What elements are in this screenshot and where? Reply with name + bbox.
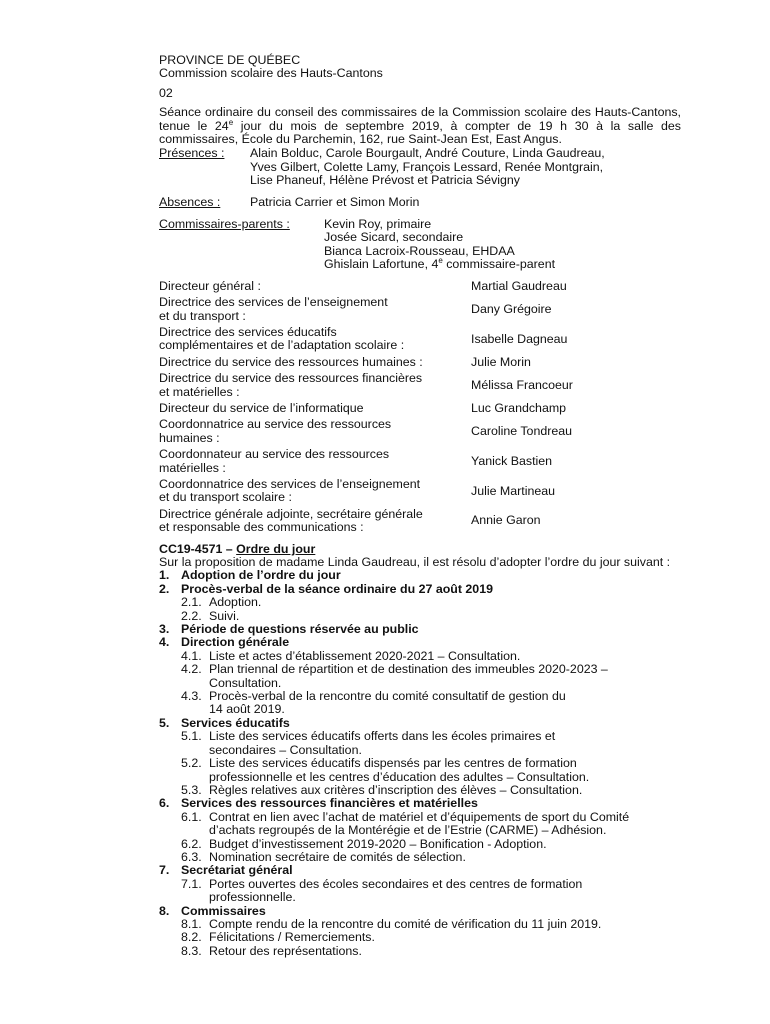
staff-row: Directrice du service des ressources financières et matérielles : Mélissa Francoeur xyxy=(159,371,573,399)
presences-list: Alain Bolduc, Carole Bourgault, André Couture, Linda Gaudreau, Yves Gilbert, Colette Lamy, François Lessard, Renée Montgrain, Lise Phaneuf, Hélène Prévost et Patricia Sévigny xyxy=(250,146,605,188)
agenda-subitem xyxy=(159,851,681,864)
agenda-subitem-number: 7.1. xyxy=(181,876,202,891)
staff-table xyxy=(159,280,681,535)
intro-paragraph: Séance ordinaire du conseil des commissaires de la Commission scolaire des Hauts-Cantons, tenue le 24e jour du mois de septembre 2019, à compter de 19 h 30 à la salle des commissaires, École du Parchemin, 162, rue Saint-Jean Est, East Angus. xyxy=(159,105,681,147)
agenda-subitem-text: Procès-verbal de la rencontre du comité consultatif de gestion du 14 août 2019. xyxy=(209,689,566,717)
agenda-item-title: Direction générale xyxy=(181,635,290,650)
agenda-subitem-text: Compte rendu de la rencontre du comité de vérification du 11 juin 2019. xyxy=(209,916,602,931)
agenda-subitem-number: 5.1. xyxy=(181,729,202,744)
agenda-item xyxy=(159,864,681,877)
agenda-subitem xyxy=(159,730,681,757)
agenda-subitem-number: 4.1. xyxy=(181,648,202,663)
parents-row xyxy=(159,218,681,272)
agenda-item-number: 4. xyxy=(159,635,170,650)
agenda-subitem-text: Règles relatives aux critères d’inscription des élèves – Consultation. xyxy=(209,782,583,797)
agenda-subitem-text: Félicitations / Remerciements. xyxy=(209,930,375,945)
staff-row: Coordonnatrice des services de l’enseignement et du transport scolaire : Julie Martineau xyxy=(159,476,556,505)
staff-row: Coordonnatrice au service des ressources humaines : Caroline Tondreau xyxy=(159,417,573,445)
resolution-title: Ordre du jour xyxy=(236,541,316,556)
parents-list: Kevin Roy, primaire Josée Sicard, secondaire Bianca Lacroix-Rousseau, EHDAA Ghislain Lafortune, 4e commissaire-parent xyxy=(324,217,556,272)
agenda-item-number: 8. xyxy=(159,903,170,918)
agenda-item-title: Services éducatifs xyxy=(181,715,290,730)
agenda-subitem-text: Contrat en lien avec l’achat de matériel et d’équipements de sport du Comité d’achats regroupés de la Montérégie et de l’Estrie (CARME) – Adhésion. xyxy=(209,809,630,838)
document-page xyxy=(159,54,681,958)
absences-row xyxy=(159,196,681,209)
agenda-subitem xyxy=(159,784,681,797)
commission-name: Commission scolaire des Hauts-Cantons xyxy=(159,66,383,81)
agenda-subitem-text: Liste des services éducatifs offerts dans les écoles primaires et secondaires – Consultation. xyxy=(209,729,556,757)
agenda-subitem xyxy=(159,650,681,663)
agenda-subitem-number: 6.3. xyxy=(181,849,202,864)
agenda-subitem xyxy=(159,610,681,623)
staff-row: Coordonnateur au service des ressources matérielles : Yanick Bastien xyxy=(159,447,553,475)
agenda-subitem xyxy=(159,811,681,838)
agenda-item-number: 1. xyxy=(159,568,170,583)
staff-row: Directrice des services de l’enseignement et du transport : Dany Grégoire xyxy=(159,295,552,323)
agenda-item-title: Secrétariat général xyxy=(181,863,293,878)
agenda-subitem xyxy=(159,918,681,931)
agenda-subitem-number: 8.3. xyxy=(181,943,202,958)
presences-label: Présences : xyxy=(159,146,225,161)
agenda-subitem-text: Liste et actes d’établissement 2020-2021 – Consultation. xyxy=(209,648,521,663)
staff-row: Directeur général : Martial Gaudreau xyxy=(159,278,567,293)
agenda-subitem-text: Nomination secrétaire de comités de sélection. xyxy=(209,849,466,864)
agenda-subitem-number: 8.2. xyxy=(181,930,202,945)
page-number: 02 xyxy=(159,85,173,100)
agenda-list xyxy=(159,569,681,958)
agenda-subitem-number: 4.2. xyxy=(181,662,202,677)
agenda-subitem xyxy=(159,663,681,690)
parents-label: Commissaires-parents : xyxy=(159,217,290,232)
agenda-subitem-number: 2.1. xyxy=(181,595,202,610)
agenda-subitem-number: 2.2. xyxy=(181,608,202,623)
absences-label: Absences : xyxy=(159,194,221,209)
agenda-subitem-number: 6.2. xyxy=(181,836,202,851)
agenda-item xyxy=(159,569,681,582)
agenda-subitem-number: 6.1. xyxy=(181,809,202,824)
agenda-subitem xyxy=(159,945,681,958)
agenda-subitem-text: Retour des représentations. xyxy=(209,943,362,958)
staff-row: Directrice des services éducatifs complémentaires et de l’adaptation scolaire : Isabelle Dagneau xyxy=(159,324,568,353)
agenda-subitem-number: 5.2. xyxy=(181,756,202,771)
staff-row: Directeur du service de l’informatique Luc Grandchamp xyxy=(159,400,567,415)
agenda-subitem xyxy=(159,690,681,717)
agenda-subitem-text: Suivi. xyxy=(209,608,240,623)
agenda-item xyxy=(159,636,681,649)
agenda-item-title: Commissaires xyxy=(181,903,266,918)
agenda-item-title: Période de questions réservée au public xyxy=(181,622,419,637)
presences-row xyxy=(159,147,681,187)
agenda-item xyxy=(159,905,681,918)
resolution-heading xyxy=(159,543,681,556)
agenda-subitem-text: Budget d’investissement 2019-2020 – Bonification - Adoption. xyxy=(209,836,547,851)
agenda-item-number: 5. xyxy=(159,715,170,730)
staff-row: Directrice du service des ressources humaines : Julie Morin xyxy=(159,354,531,369)
agenda-item-title: Procès-verbal de la séance ordinaire du 27 août 2019 xyxy=(181,581,493,596)
agenda-subitem xyxy=(159,838,681,851)
agenda-subitem xyxy=(159,596,681,609)
staff-row: Directrice générale adjointe, secrétaire générale et responsable des communications : Annie Garon xyxy=(159,506,541,535)
agenda-item-number: 6. xyxy=(159,796,170,811)
agenda-subitem xyxy=(159,931,681,944)
agenda-subitem-number: 4.3. xyxy=(181,689,202,704)
agenda-subitem-number: 5.3. xyxy=(181,782,202,797)
province-heading: PROVINCE DE QUÉBEC xyxy=(159,53,301,67)
absences-value: Patricia Carrier et Simon Morin xyxy=(250,194,420,209)
agenda-item xyxy=(159,717,681,730)
agenda-item-number: 7. xyxy=(159,863,170,878)
agenda-subitem xyxy=(159,878,681,905)
resolution-text: Sur la proposition de madame Linda Gaudreau, il est résolu d’adopter l’ordre du jour suivant : xyxy=(159,555,671,569)
agenda-item xyxy=(159,583,681,596)
agenda-subitem-text: Adoption. xyxy=(209,595,262,610)
agenda-subitem-number: 8.1. xyxy=(181,916,202,931)
agenda-subitem-text: Liste des services éducatifs dispensés par les centres de formation professionnelle et les centres d’éducation des adultes – Consultation. xyxy=(209,756,590,784)
agenda-item xyxy=(159,797,681,810)
agenda-item-title: Adoption de l’ordre du jour xyxy=(181,568,341,583)
agenda-subitem-text: Plan triennal de répartition et de destination des immeubles 2020-2023 – Consultation. xyxy=(209,662,608,690)
agenda-item-title: Services des ressources financières et matérielles xyxy=(181,796,478,811)
agenda-subitem-text: Portes ouvertes des écoles secondaires et des centres de formation professionnelle. xyxy=(209,876,583,905)
resolution-code: CC19-4571 – xyxy=(159,541,233,556)
agenda-item xyxy=(159,623,681,636)
agenda-item-number: 2. xyxy=(159,581,170,596)
agenda-subitem xyxy=(159,757,681,784)
agenda-item-number: 3. xyxy=(159,622,170,637)
